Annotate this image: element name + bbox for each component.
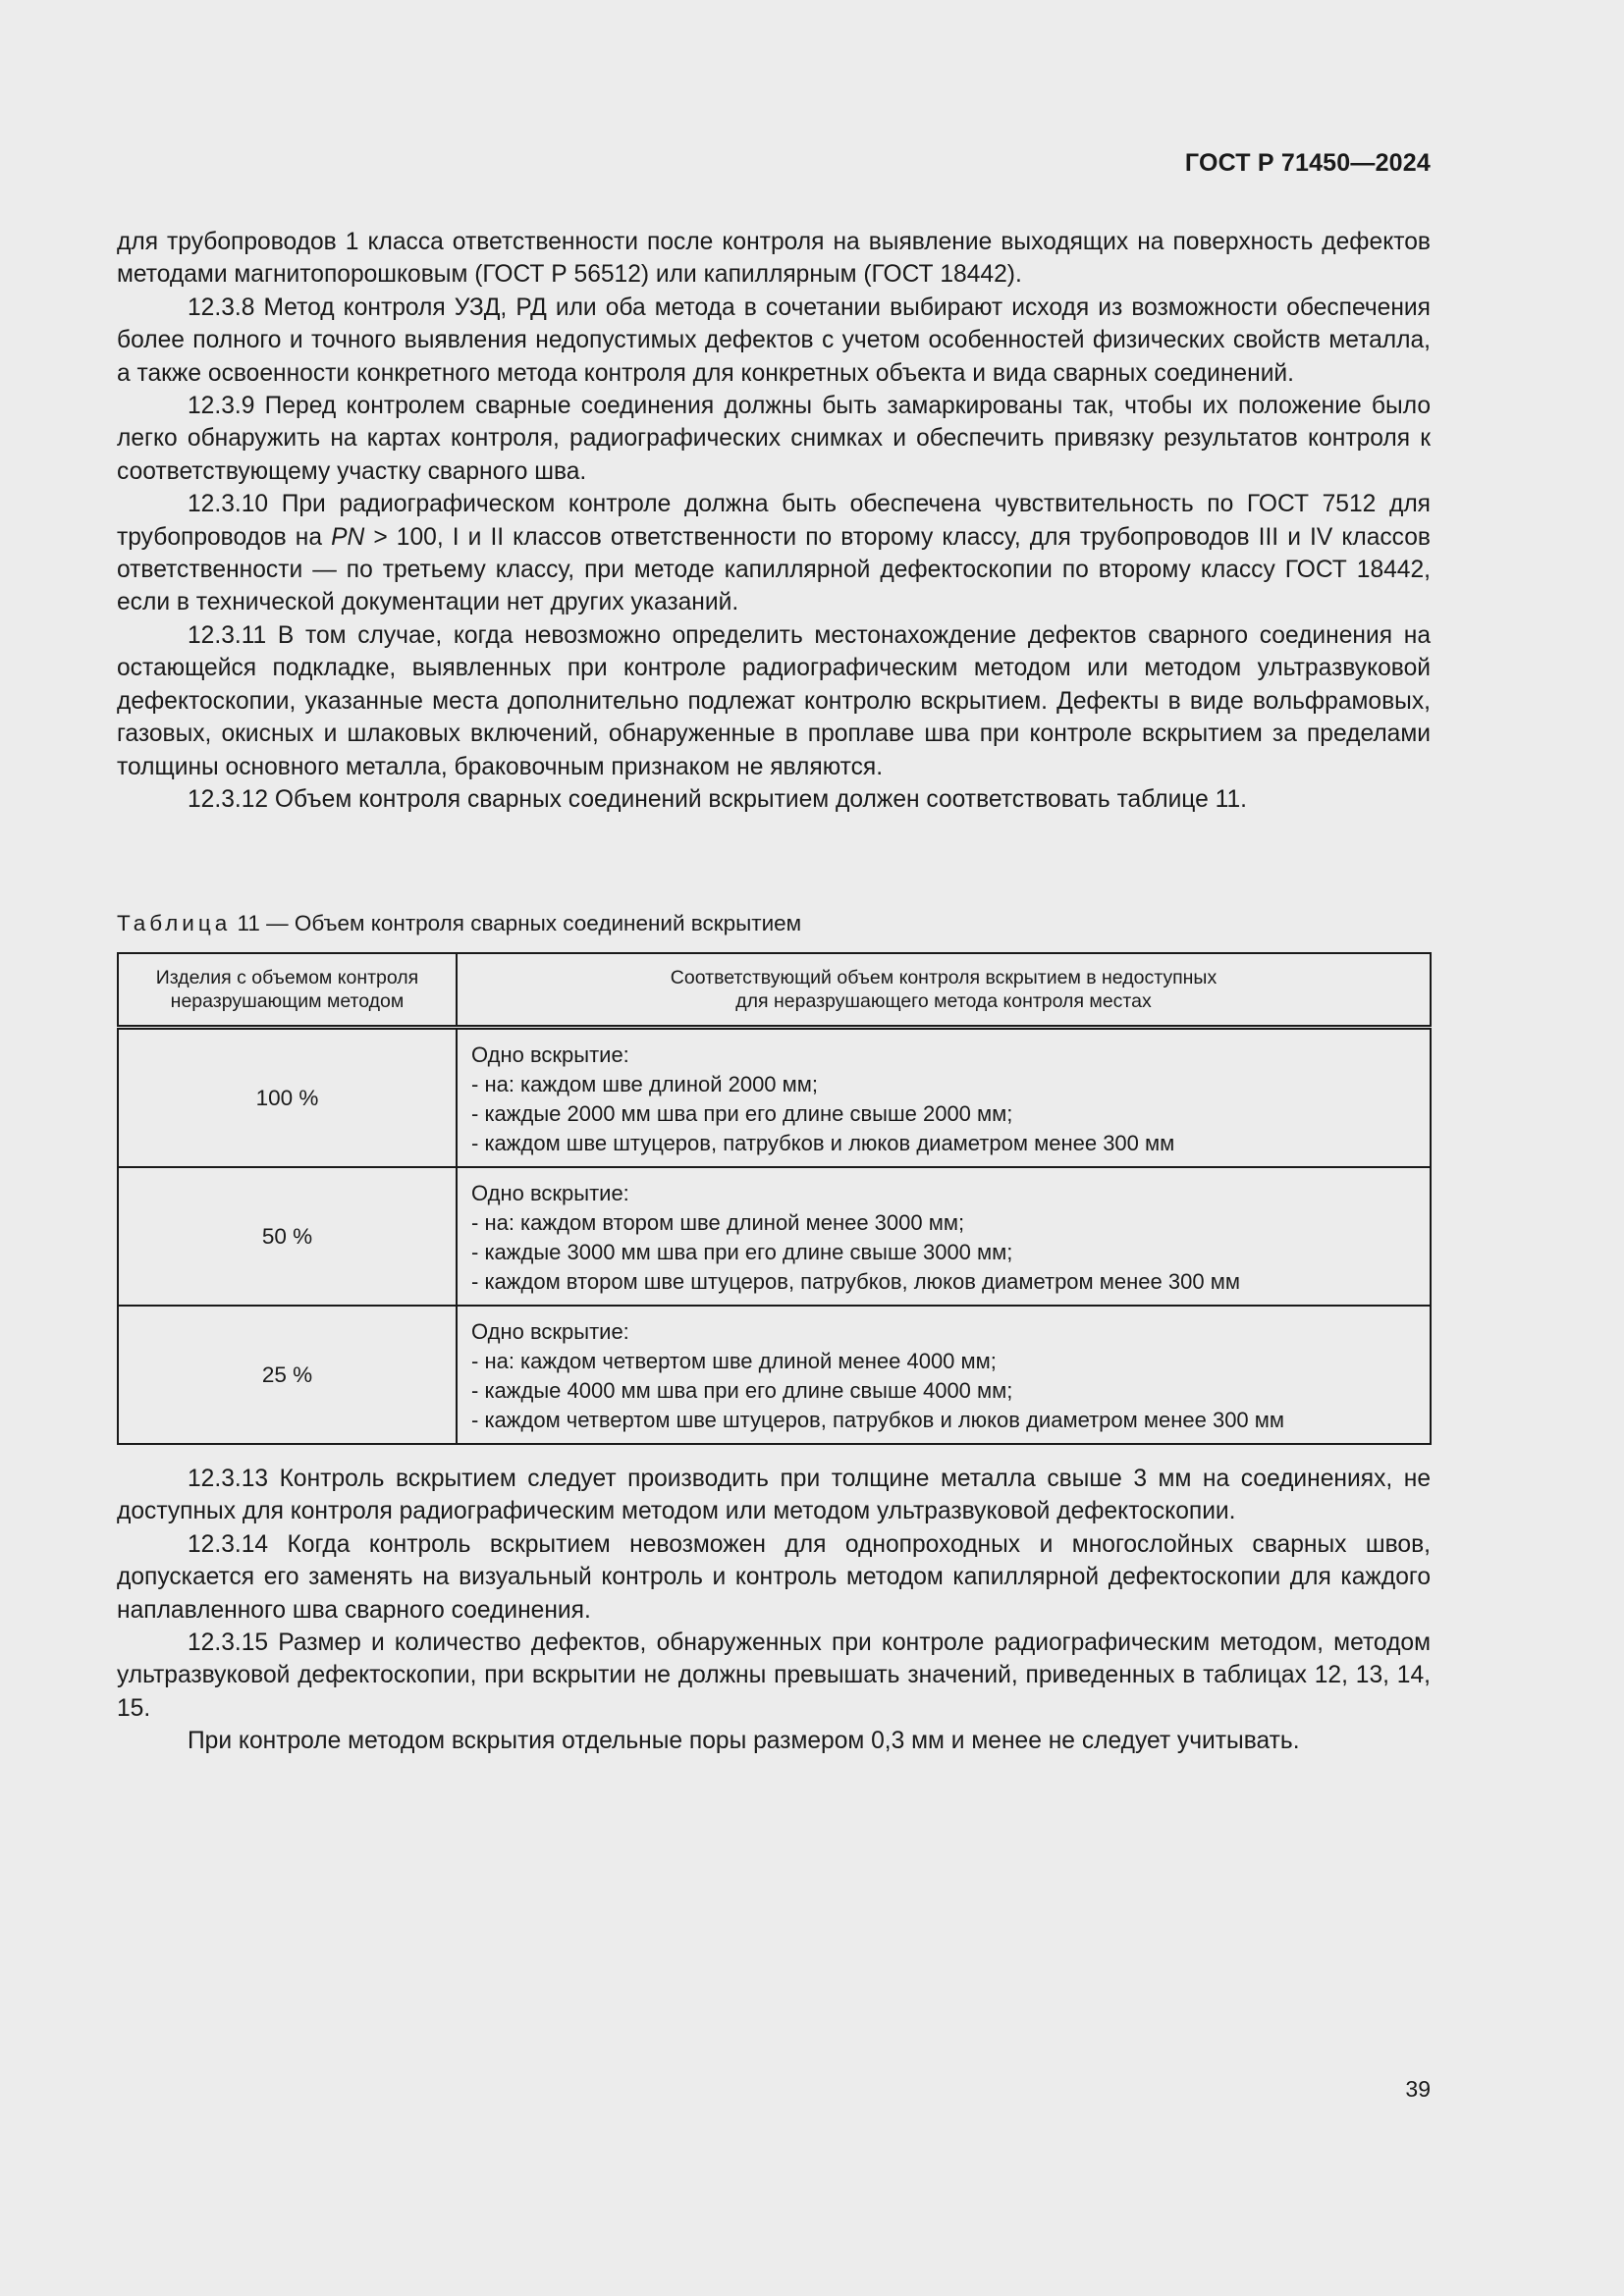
description-line: - каждые 3000 мм шва при его длине свыше 3000 мм; xyxy=(471,1240,1013,1264)
table-header-row xyxy=(118,953,1431,1028)
paragraph-pores-note: При контроле методом вскрытия отдельные поры размером 0,3 мм и менее не следует учитывать. xyxy=(188,1728,1300,1755)
table-cell-percent: 25 % xyxy=(118,1306,457,1444)
paragraph-12-3-10-part-b: > 100, I и II классов ответственности по второму классу, для трубопроводов III и IV классов ответственности — по третьему классу, при методе капиллярной дефектоскопии по второму классу ГОСТ 18442, если в технической документации нет других указаний. xyxy=(117,523,1431,616)
table-caption-label: Таблица xyxy=(117,911,232,935)
paragraph-12-3-9: 12.3.9 Перед контролем сварные соединения должны быть замаркированы так, чтобы их положение было легко обнаружить на картах контроля, радиографических снимках и обеспечить привязку результатов контроля к соответствующему участку сварного шва. xyxy=(117,393,1431,485)
table-11 xyxy=(117,952,1432,1445)
paragraph-12-3-12: 12.3.12 Объем контроля сварных соединений вскрытием должен соответствовать таблице 11. xyxy=(188,785,1247,813)
description-line: - на: каждом четвертом шве длиной менее 4000 мм; xyxy=(471,1349,997,1373)
table-cell-description xyxy=(457,1306,1431,1444)
description-line: - на: каждом шве длиной 2000 мм; xyxy=(471,1072,819,1096)
description-line: Одно вскрытие: xyxy=(471,1042,629,1067)
description-line: - на: каждом втором шве длиной менее 3000 мм; xyxy=(471,1210,965,1235)
description-line: - каждом четвертом шве штуцеров, патрубков и люков диаметром менее 300 мм xyxy=(471,1408,1285,1432)
table-header-col-1 xyxy=(118,953,457,1028)
table-cell-description xyxy=(457,1167,1431,1306)
table-header-col-1-line-1: Изделия с объемом контроля xyxy=(155,967,419,988)
table-cell-percent: 50 % xyxy=(118,1167,457,1306)
table-row xyxy=(118,1028,1431,1168)
paragraph-12-3-13: 12.3.13 Контроль вскрытием следует производить при толщине металла свыше 3 мм на соединениях, не доступных для контроля радиографическим методом или методом ультразвуковой дефектоскопии. xyxy=(117,1466,1431,1525)
paragraph-12-3-11: 12.3.11 В том случае, когда невозможно определить местонахождение дефектов сварного соединения на остающейся подкладке, выявленных при контроле радиографическим методом или методом ультразвуковой дефектоскопии, указанные места дополнительно подлежат контролю вскрытием. Дефекты в виде вольфрамовых, газовых, окисных и шлаковых включений, обнаруженные в проплаве шва при контроле вскрытием за пределами толщины основного металла, браковочным признаком не являются. xyxy=(117,621,1431,780)
table-header-col-2 xyxy=(457,953,1431,1028)
paragraph-12-3-8: 12.3.8 Метод контроля УЗД, РД или оба метода в сочетании выбирают исходя из возможности обеспечения более полного и точного выявления недопустимых дефектов с учетом особенностей физических свойств металла, а также освоенности конкретного метода контроля для конкретных объекта и вида сварных соединений. xyxy=(117,294,1431,387)
table-header-col-2-line-2: для неразрушающего метода контроля местах xyxy=(735,990,1152,1012)
table-header-col-1-line-2: неразрушающим методом xyxy=(170,990,405,1012)
paragraph-12-3-15: 12.3.15 Размер и количество дефектов, обнаруженных при контроле радиографическим методом, методом ультразвуковой дефектоскопии, при вскрытии не должны превышать значений, приведенных в таблицах 12, 13, 14, 15. xyxy=(117,1629,1431,1722)
description-line: - каждые 4000 мм шва при его длине свыше 4000 мм; xyxy=(471,1378,1013,1403)
table-header-col-2-line-1: Соответствующий объем контроля вскрытием в недоступных xyxy=(670,967,1218,988)
page-number: 39 xyxy=(1405,2076,1431,2102)
paragraph-continuation: для трубопроводов 1 класса ответственности после контроля на выявление выходящих на поверхность дефектов методами магнитопорошковым (ГОСТ Р 56512) или капиллярным (ГОСТ 18442). xyxy=(117,229,1431,289)
body-text-bottom xyxy=(117,1463,1431,1758)
paragraph-12-3-10 xyxy=(117,488,1431,619)
description-line: - каждом втором шве штуцеров, патрубков, люков диаметром менее 300 мм xyxy=(471,1269,1240,1294)
description-line: - каждые 2000 мм шва при его длине свыше 2000 мм; xyxy=(471,1101,1013,1126)
paragraph-12-3-10-part-a: 12.3.10 При радиографическом контроле должна быть обеспечена чувствительность по ГОСТ 7512 для трубопроводов на xyxy=(117,491,1431,551)
table-cell-description xyxy=(457,1028,1431,1168)
table-row xyxy=(118,1306,1431,1444)
document-header-code: ГОСТ Р 71450—2024 xyxy=(1184,149,1431,177)
paragraph-12-3-14: 12.3.14 Когда контроль вскрытием невозможен для однопроходных и многослойных сварных швов, допускается его заменять на визуальный контроль и контроль методом капиллярной дефектоскопии для каждого наплавленного шва сварного соединения. xyxy=(117,1530,1431,1624)
body-text-top xyxy=(117,226,1431,816)
paragraph-12-3-10-pn: PN xyxy=(331,523,365,551)
table-row xyxy=(118,1167,1431,1306)
table-caption-title: 11 — Объем контроля сварных соединений вскрытием xyxy=(231,911,802,935)
description-line: - каждом шве штуцеров, патрубков и люков диаметром менее 300 мм xyxy=(471,1131,1175,1155)
table-cell-percent: 100 % xyxy=(118,1028,457,1168)
table-caption xyxy=(117,911,801,936)
description-line: Одно вскрытие: xyxy=(471,1181,629,1205)
description-line: Одно вскрытие: xyxy=(471,1319,629,1344)
